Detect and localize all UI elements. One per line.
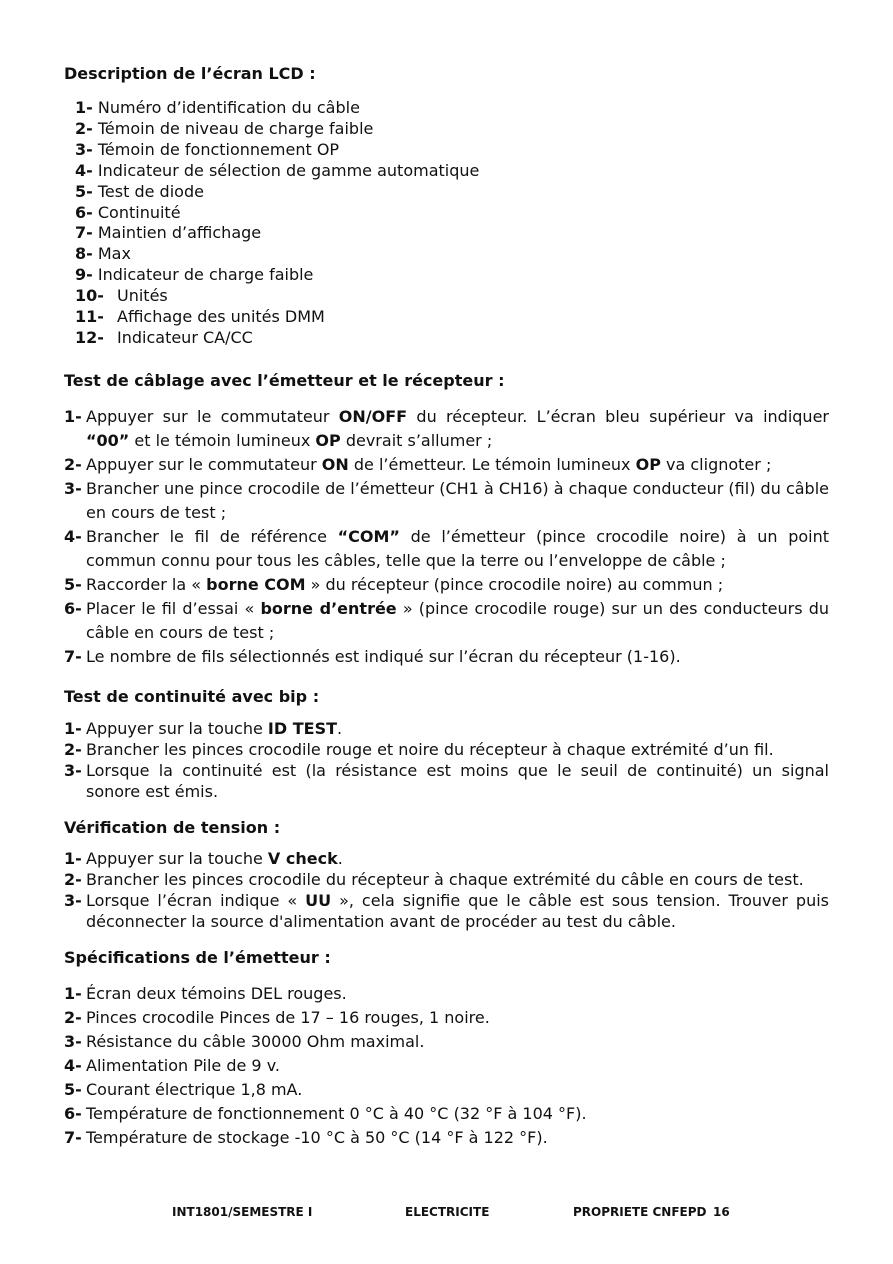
text-run: de l’émetteur (pince crocodile noire) à un point commun connu pour tous les câbles, telle que la terre ou l’enveloppe de câble ; (86, 527, 830, 570)
step-number: 2- (64, 1008, 82, 1027)
item-number: 12- (75, 327, 104, 347)
item-text: Indicateur CA/CC (117, 327, 253, 347)
lcd-item (75, 98, 479, 119)
text-run: Brancher le fil de référence (86, 527, 338, 546)
lcd-item (75, 286, 479, 307)
text-run: Alimentation Pile de 9 v. (86, 1056, 280, 1075)
emphasis-text: ID TEST (267, 719, 338, 738)
step-text (86, 890, 829, 932)
step-item (64, 869, 829, 890)
item-text: Max (97, 244, 131, 264)
step-text (86, 718, 829, 739)
lcd-item (75, 203, 479, 224)
item-number: 4- (75, 160, 93, 180)
step-text (86, 1006, 829, 1030)
step-text (86, 453, 829, 477)
step-text (86, 1102, 829, 1126)
step-number: 4- (64, 527, 82, 546)
step-item (64, 645, 829, 669)
footer-course: INT1801/SEMESTRE I (172, 1205, 313, 1219)
step-number: 5- (64, 575, 82, 594)
step-text (86, 645, 829, 669)
text-run: Brancher une pince crocodile de l’émetteur (CH1 à CH16) à chaque conducteur (fil) du câble en cours de test ; (86, 479, 829, 522)
lcd-item (75, 140, 479, 161)
text-run: devrait s’allumer ; (340, 431, 493, 450)
step-text (86, 1078, 829, 1102)
emphasis-text: OP (315, 431, 341, 450)
text-run: et le témoin lumineux (129, 431, 316, 450)
item-number: 7- (75, 223, 93, 243)
lcd-item (75, 182, 479, 203)
text-run: Appuyer sur la touche (86, 849, 268, 868)
emphasis-text: borne d’entrée (260, 599, 397, 618)
item-text: Maintien d’affichage (97, 223, 262, 243)
lcd-description-list (75, 98, 479, 349)
item-number: 11- (75, 307, 104, 327)
item-number: 1- (75, 98, 93, 117)
step-item (64, 597, 829, 645)
text-run: Brancher les pinces crocodile rouge et noire du récepteur à chaque extrémité d’un fil. (86, 740, 774, 759)
text-run: Le nombre de fils sélectionnés est indiqué sur l’écran du récepteur (1-16). (86, 647, 681, 666)
step-number: 7- (64, 1128, 82, 1147)
lcd-item (75, 244, 479, 265)
step-number: 6- (64, 599, 82, 618)
text-run: Température de fonctionnement 0 °C à 40 °C (32 °F à 104 °F). (86, 1104, 587, 1123)
step-item (64, 477, 829, 525)
transmitter-specs-steps (64, 982, 829, 1150)
step-item (64, 1126, 829, 1150)
item-number: 6- (75, 202, 93, 222)
footer-subject: ELECTRICITE (405, 1205, 490, 1219)
emphasis-text: V check (267, 849, 338, 868)
step-item (64, 890, 829, 932)
item-number: 3- (75, 139, 93, 159)
text-run: de l’émetteur. Le témoin lumineux (348, 455, 636, 474)
step-item (64, 1006, 829, 1030)
step-text (86, 982, 829, 1006)
step-item (64, 739, 829, 760)
lcd-heading: Description de l’écran LCD : (64, 64, 316, 83)
step-item (64, 453, 829, 477)
item-text: Affichage des unités DMM (117, 307, 325, 327)
emphasis-text: “00” (86, 431, 130, 450)
step-text (86, 1030, 829, 1054)
wiring-test-heading: Test de câblage avec l’émetteur et le récepteur : (64, 371, 505, 390)
step-text (86, 869, 829, 890)
step-text (86, 405, 829, 453)
text-run: Résistance du câble 30000 Ohm maximal. (86, 1032, 425, 1051)
item-number: 8- (75, 244, 93, 264)
continuity-test-steps (64, 718, 829, 802)
emphasis-text: ON/OFF (338, 407, 408, 426)
text-run: Courant électrique 1,8 mA. (86, 1080, 303, 1099)
voltage-check-steps (64, 848, 829, 932)
step-text (86, 1054, 829, 1078)
lcd-item (75, 119, 479, 140)
item-number: 2- (75, 118, 93, 138)
lcd-item (75, 223, 479, 244)
text-run: Placer le fil d’essai « (86, 599, 261, 618)
emphasis-text: borne COM (206, 575, 306, 594)
item-text: Test de diode (97, 181, 204, 201)
emphasis-text: UU (305, 891, 332, 910)
step-text (86, 739, 829, 760)
step-text (86, 477, 829, 525)
page-number: 16 (713, 1205, 730, 1219)
step-number: 3- (64, 479, 82, 498)
text-run: . (337, 719, 343, 738)
text-run: », cela signifie que le câble est sous tension. Trouver puis déconnecter la source d'alimentation avant de procéder au test du câble. (86, 891, 829, 931)
text-run: Appuyer sur la touche (86, 719, 268, 738)
item-text: Unités (117, 286, 168, 306)
text-run: Température de stockage -10 °C à 50 °C (14 °F à 122 °F). (86, 1128, 548, 1147)
step-item (64, 848, 829, 869)
step-number: 2- (64, 740, 82, 759)
wiring-test-steps (64, 405, 829, 669)
footer-owner: PROPRIETE CNFEPD (573, 1205, 707, 1219)
step-number: 1- (64, 719, 82, 738)
step-number: 1- (64, 984, 82, 1003)
step-item (64, 405, 829, 453)
step-number: 3- (64, 761, 82, 780)
item-text: Indicateur de charge faible (97, 265, 314, 285)
text-run: Appuyer sur le commutateur (86, 407, 339, 426)
step-item (64, 1054, 829, 1078)
step-text (86, 760, 829, 802)
text-run: Brancher les pinces crocodile du récepteur à chaque extrémité du câble en cours de test. (86, 870, 804, 889)
step-number: 1- (64, 849, 82, 868)
lcd-item (75, 161, 479, 182)
text-run: . (337, 849, 343, 868)
text-run: Pinces crocodile Pinces de 17 – 16 rouges, 1 noire. (86, 1008, 490, 1027)
step-number: 7- (64, 647, 82, 666)
text-run: va clignoter ; (660, 455, 772, 474)
step-item (64, 718, 829, 739)
text-run: » (pince crocodile rouge) sur un des conducteurs du câble en cours de test ; (86, 599, 830, 642)
step-number: 2- (64, 870, 82, 889)
transmitter-specs-heading: Spécifications de l’émetteur : (64, 948, 331, 967)
text-run: Raccorder la « (86, 575, 207, 594)
emphasis-text: OP (635, 455, 661, 474)
step-number: 6- (64, 1104, 82, 1123)
item-number: 5- (75, 181, 93, 201)
step-text (86, 1126, 829, 1150)
item-number: 10- (75, 286, 104, 306)
step-item (64, 1078, 829, 1102)
lcd-item (75, 307, 479, 328)
emphasis-text: “COM” (337, 527, 400, 546)
step-number: 4- (64, 1056, 82, 1075)
item-text: Témoin de niveau de charge faible (97, 118, 374, 138)
lcd-item (75, 328, 479, 349)
step-item (64, 982, 829, 1006)
step-number: 1- (64, 407, 82, 426)
text-run: Lorsque l’écran indique « (86, 891, 306, 910)
step-item (64, 525, 829, 573)
continuity-test-heading: Test de continuité avec bip : (64, 687, 320, 706)
item-number: 9- (75, 265, 93, 285)
item-text: Numéro d’identification du câble (97, 98, 360, 117)
voltage-check-heading: Vérification de tension : (64, 818, 281, 837)
step-number: 5- (64, 1080, 82, 1099)
item-text: Témoin de fonctionnement OP (97, 139, 340, 159)
step-item (64, 760, 829, 802)
step-number: 3- (64, 891, 82, 910)
text-run: » du récepteur (pince crocodile noire) au commun ; (305, 575, 724, 594)
step-text (86, 848, 829, 869)
step-number: 3- (64, 1032, 82, 1051)
text-run: du récepteur. L’écran bleu supérieur va indiquer (407, 407, 829, 426)
lcd-item (75, 265, 479, 286)
text-run: Appuyer sur le commutateur (86, 455, 322, 474)
step-text (86, 525, 829, 573)
text-run: Écran deux témoins DEL rouges. (86, 984, 347, 1003)
item-text: Continuité (97, 202, 181, 222)
step-item (64, 1030, 829, 1054)
text-run: Lorsque la continuité est (la résistance est moins que le seuil de continuité) un signal sonore est émis. (86, 761, 829, 801)
step-text (86, 597, 829, 645)
step-item (64, 573, 829, 597)
step-item (64, 1102, 829, 1126)
step-number: 2- (64, 455, 82, 474)
emphasis-text: ON (321, 455, 349, 474)
item-text: Indicateur de sélection de gamme automatique (97, 160, 480, 180)
step-text (86, 573, 829, 597)
